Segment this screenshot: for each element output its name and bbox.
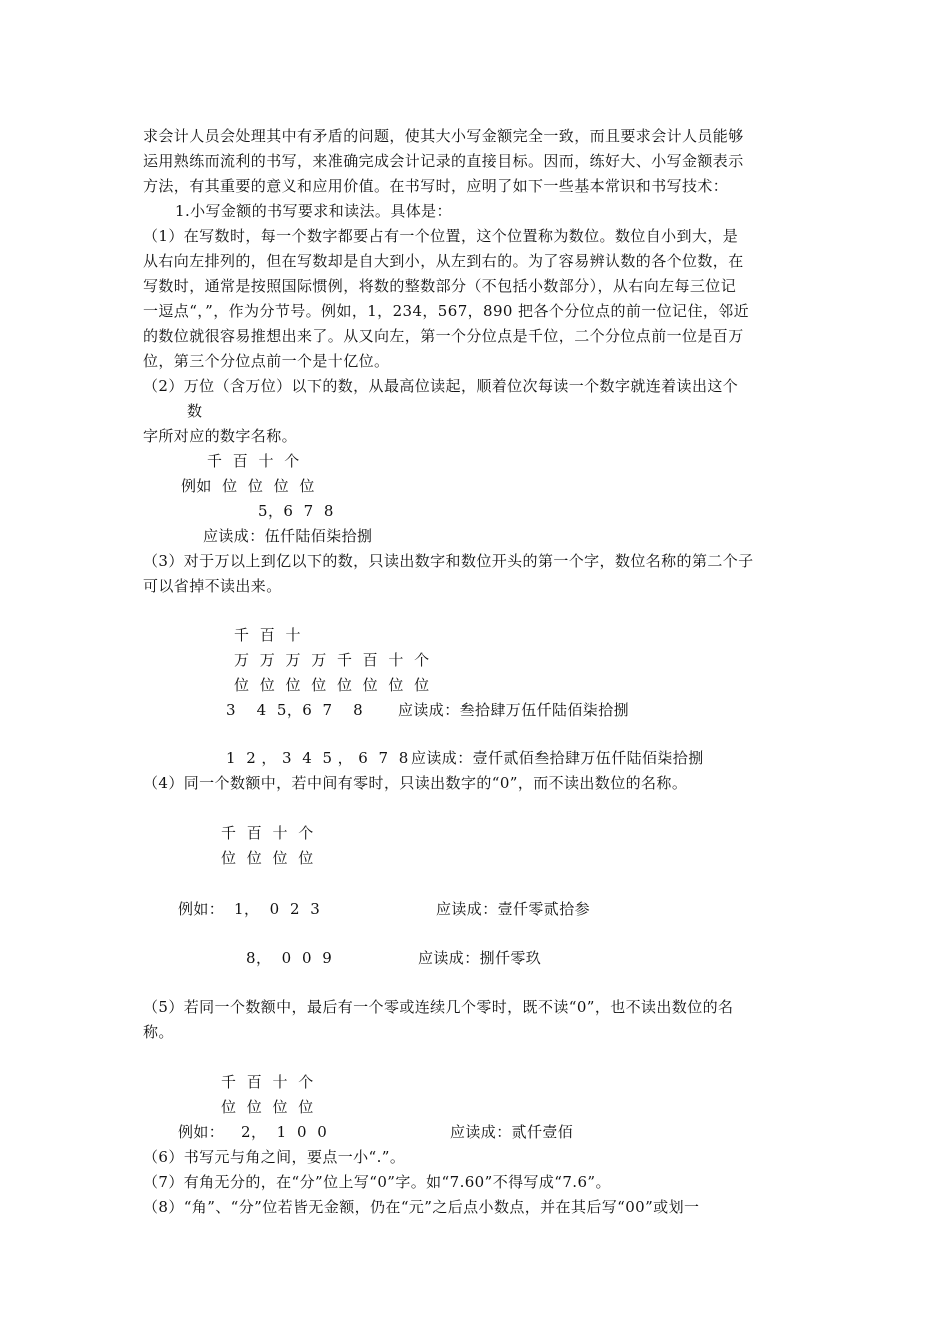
rule-1-line: （1）在写数时，每一个数字都要占有一个位置，这个位置称为数位。数位自小到大，是 xyxy=(143,227,739,245)
example-2-units: 千 百 十 个 xyxy=(207,452,300,470)
example-4-prefix: 例如： xyxy=(178,900,225,918)
example-2-label-row: 例如 位 位 位 位 xyxy=(181,477,315,495)
example-4-reading-2: 应读成：捌仟零玖 xyxy=(418,949,542,967)
example-3-row-3: 位 位 位 位 位 位 位 位 xyxy=(234,676,430,694)
rule-3-line: 可以省掉不读出来。 xyxy=(143,577,282,595)
paragraph-line: 求会计人员会处理其中有矛盾的问题，使其大小写金额完全一致，而且要求会计人员能够 xyxy=(143,127,744,145)
example-3-row-1: 千 百 十 xyxy=(234,626,301,644)
example-4-number-1: 1， 0 2 3 xyxy=(234,900,321,918)
rule-3-line: （3）对于万以上到亿以下的数，只读出数字和数位开头的第一个字，数位名称的第二个子 xyxy=(143,552,754,570)
example-5-units: 千 百 十 个 xyxy=(221,1073,314,1091)
example-2-reading: 应读成：伍仟陆佰柒拾捌 xyxy=(203,527,373,545)
rule-7-line: （7）有角无分的，在“分”位上写“0”字。如“7.60”不得写成“7.6”。 xyxy=(143,1173,611,1191)
rule-1-line: 一逗点“，”，作为分节号。例如，1，234，567，890 把各个分位点的前一位记住，邻近 xyxy=(143,302,750,320)
rule-4-line: （4）同一个数额中，若中间有零时，只读出数字的“0”，而不读出数位的名称。 xyxy=(143,774,688,792)
rule-5-line: 称。 xyxy=(143,1023,174,1041)
rule-6-line: （6）书写元与角之间，要点一小“.”。 xyxy=(143,1148,406,1166)
example-5-number: 2， 1 0 0 xyxy=(241,1123,328,1141)
rule-1-line: 从右向左排列的，但在写数却是自大到小，从左到右的。为了容易辨认数的各个位数，在 xyxy=(143,252,744,270)
example-3-number-2: 1 2 ， 3 4 5 ， 6 7 8 xyxy=(226,749,409,767)
example-3-row-2: 万 万 万 万 千 百 十 个 xyxy=(234,651,430,669)
rule-1-line: 写数时，通常是按照国际惯例，将数的整数部分（不包括小数部分），从右向左每三位记 xyxy=(143,277,737,295)
example-3-reading-2: 应读成：壹仟贰佰叁拾肆万伍仟陆佰柒拾捌 xyxy=(411,749,704,767)
paragraph-line: 运用熟练而流利的书写，来准确完成会计记录的直接目标。因而，练好大、小写金额表示 xyxy=(143,152,744,170)
rule-8-line: （8）“角”、“分”位若皆无金额，仍在“元”之后点小数点，并在其后写“00”或划一 xyxy=(143,1198,700,1216)
rule-2-line: 数 xyxy=(187,402,203,420)
example-4-places: 位 位 位 位 xyxy=(221,849,314,867)
example-5-prefix: 例如： xyxy=(178,1123,225,1141)
rule-5-line: （5）若同一个数额中，最后有一个零或连续几个零时，既不读“0”，也不读出数位的名 xyxy=(143,998,734,1016)
section-heading: 1.小写金额的书写要求和读法。具体是： xyxy=(175,202,452,220)
rule-2-line: 字所对应的数字名称。 xyxy=(143,427,298,445)
rule-1-line: 位，第三个分位点前一个是十亿位。 xyxy=(143,352,390,370)
example-4-reading-1: 应读成：壹仟零贰拾参 xyxy=(436,900,591,918)
example-2-number: 5，6 7 8 xyxy=(258,502,334,520)
example-3-number-1: 3 4 5，6 7 8 xyxy=(226,701,364,719)
example-3-reading-1: 应读成：叁拾肆万伍仟陆佰柒拾捌 xyxy=(398,701,630,719)
example-4-units: 千 百 十 个 xyxy=(221,824,314,842)
paragraph-line: 方法，有其重要的意义和应用价值。在书写时，应明了如下一些基本常识和书写技术： xyxy=(143,177,729,195)
rule-2-line: （2）万位（含万位）以下的数，从最高位读起，顺着位次每读一个数字就连着读出这个 xyxy=(143,377,739,395)
rule-1-line: 的数位就很容易推想出来了。从又向左，第一个分位点是千位，二个分位点前一位是百万 xyxy=(143,327,744,345)
example-5-places: 位 位 位 位 xyxy=(221,1098,314,1116)
example-4-number-2: 8， 0 0 9 xyxy=(246,949,333,967)
example-5-reading: 应读成：贰仟壹佰 xyxy=(450,1123,574,1141)
